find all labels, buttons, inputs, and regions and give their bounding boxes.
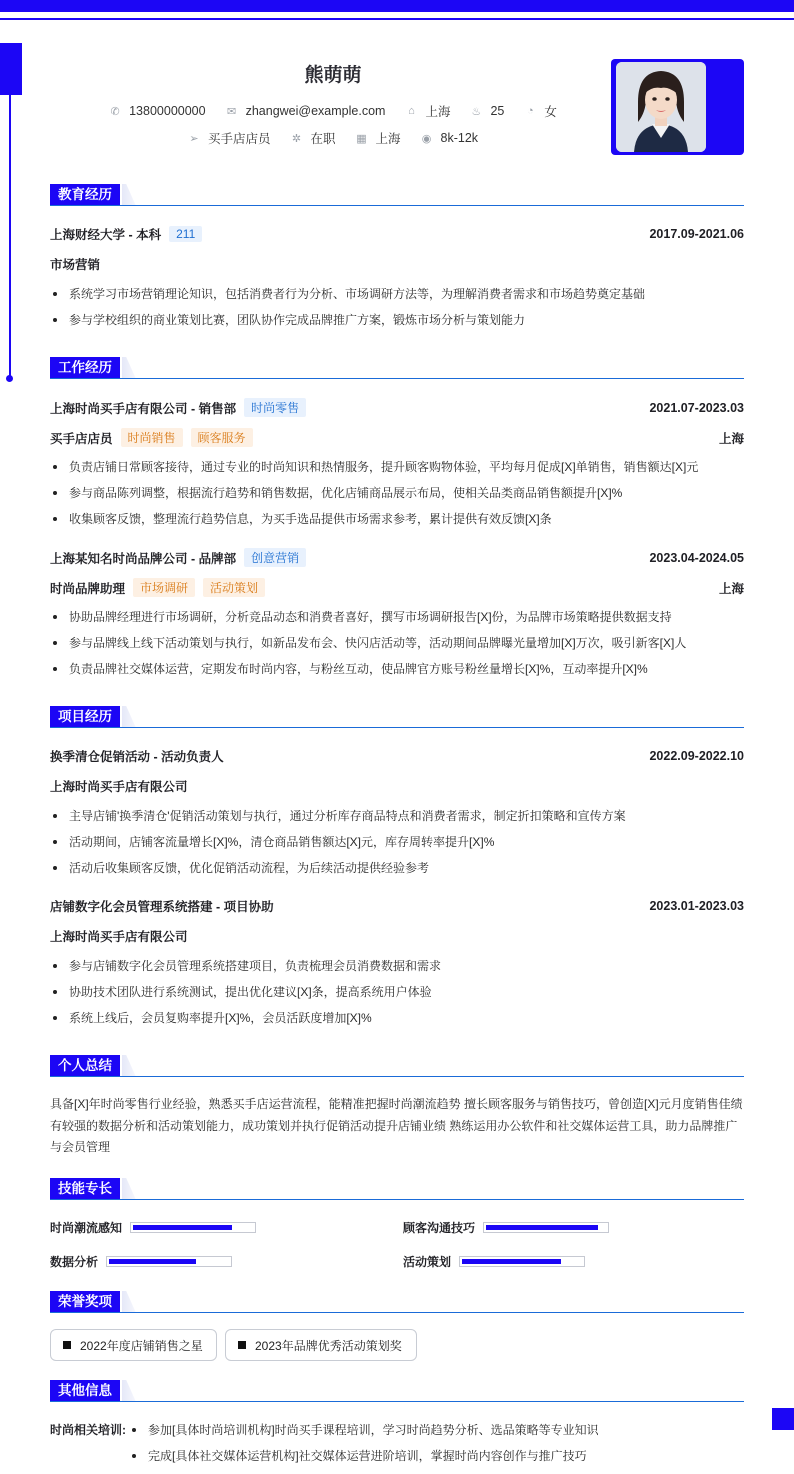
list-item: 负责店铺日常顾客接待，通过专业的时尚知识和热情服务，提升顾客购物体验，平均每月促成[X]单销售，销售额达[X]元 (50, 458, 744, 475)
skill-bar (483, 1222, 609, 1233)
skill-bar (130, 1222, 256, 1233)
skill-item: 顾客沟通技巧 (403, 1219, 609, 1236)
phone-item: ✆ 13800000000 (110, 104, 206, 118)
list-item: 参加[具体时尚培训机构]时尚买手课程培训，学习时尚趋势分析、选品策略等专业知识 (132, 1421, 599, 1438)
skill-bar (106, 1256, 232, 1267)
industry-tag: 创意营销 (244, 548, 306, 567)
work-date: 2023.04-2024.05 (649, 550, 744, 565)
section-education: 教育经历 (50, 184, 744, 206)
summary-text: 具备[X]年时尚零售行业经验，熟悉买手店运营流程，能精准把握时尚潮流趋势 擅长顾客服务与销售技巧，曾创造[X]元月度销售佳绩 有较强的数据分析和活动策划能力，成功策划并执行促销活动提升店铺业绩 熟练运用办公软件和社交媒体运营工具，助力品牌推广与会员管理 (50, 1097, 743, 1154)
work-role-row (50, 428, 744, 447)
list-item: 协助技术团队进行系统测试，提出优化建议[X]条，提高系统用户体验 (50, 983, 744, 1000)
list-item: 参与商品陈列调整，根据流行趋势和销售数据，优化店铺商品展示布局，使相关品类商品销售额提升[X]% (50, 484, 744, 501)
project-header (50, 897, 744, 915)
square-icon (238, 1341, 246, 1349)
project-org: 上海时尚买手店有限公司 (50, 780, 188, 794)
company-name: 上海某知名时尚品牌公司 - 品牌部 (50, 551, 237, 566)
education-date: 2017.09-2021.06 (649, 227, 744, 241)
project-title: 店铺数字化会员管理系统搭建 - 项目协助 (50, 900, 274, 914)
work-header (50, 398, 744, 417)
resume-name: 熊萌萌 (304, 65, 362, 86)
job-role: 时尚品牌助理 (50, 581, 126, 596)
contact-row (50, 102, 616, 120)
email-item: ✉ zhangwei@example.com (226, 104, 386, 118)
list-item: 完成[具体社交媒体运营机构]社交媒体运营进阶培训，掌握时尚内容创作与推广技巧 (132, 1447, 587, 1464)
work-city: 上海 (718, 581, 744, 596)
list-item: 活动后收集顾客反馈，优化促销活动流程，为后续活动提供经验参考 (50, 859, 744, 876)
list-item: 主导店铺'换季清仓'促销活动策划与执行，通过分析库存商品特点和消费者需求，制定折扣策略和宣传方案 (50, 807, 744, 824)
major: 市场营销 (50, 258, 101, 272)
list-item: 参与学校组织的商业策划比赛，团队协作完成品牌推广方案，锻炼市场分析与策划能力 (50, 311, 744, 328)
status-item: ✲ 在职 (291, 132, 336, 146)
skill-tag: 活动策划 (203, 578, 265, 597)
profile-photo (616, 62, 706, 152)
side-accent-block (0, 43, 22, 95)
skill-tag: 时尚销售 (121, 428, 183, 447)
mail-icon: ✉ (226, 105, 237, 118)
gear-icon: ✲ (291, 132, 302, 145)
gender-icon: ◔ (527, 105, 534, 117)
school-name: 上海财经大学 - 本科 (50, 228, 162, 242)
top-accent-bar (0, 0, 794, 12)
skill-tag: 市场调研 (133, 578, 195, 597)
salary-item: ◉ 8k-12k (421, 131, 479, 145)
education-header (50, 225, 744, 243)
building-icon: ▦ (356, 132, 367, 145)
project-header (50, 747, 744, 765)
project-org-row (50, 777, 744, 795)
job-role: 买手店店员 (50, 431, 113, 446)
project-org-row (50, 927, 744, 945)
target-city-item: ▦ 上海 (356, 132, 401, 146)
skill-bar (459, 1256, 585, 1267)
section-other: 其他信息 (50, 1380, 744, 1402)
side-accent-line (9, 95, 11, 377)
corner-accent-block (772, 1408, 794, 1430)
list-item: 系统上线后，会员复购率提升[X]%，会员活跃度增加[X]% (50, 1009, 744, 1026)
other-label: 时尚相关培训: (50, 1423, 126, 1437)
project-date: 2023.01-2023.03 (649, 899, 744, 913)
list-item: 负责品牌社交媒体运营，定期发布时尚内容，与粉丝互动，使品牌官方账号粉丝量增长[X]%，互动率提升[X]% (50, 660, 744, 677)
location-item: ⌂ 上海 (405, 102, 450, 120)
list-item: 协助品牌经理进行市场调研，分析竞品动态和消费者喜好，撰写市场调研报告[X]份，为品牌市场策略提供数据支持 (50, 608, 744, 625)
work-header (50, 548, 744, 567)
top-accent-line (0, 18, 794, 20)
section-projects: 项目经历 (50, 706, 744, 728)
industry-tag: 时尚零售 (244, 398, 306, 417)
cake-icon: ♨ (471, 105, 482, 118)
job-target-item: ➢ 买手店店员 (189, 132, 271, 146)
skill-tag: 顾客服务 (191, 428, 253, 447)
job-intent-row (50, 129, 616, 147)
section-work: 工作经历 (50, 357, 744, 379)
project-title: 换季清仓促销活动 - 活动负责人 (50, 750, 224, 764)
skill-item: 时尚潮流感知 (50, 1219, 256, 1236)
award-badge: 2022年度店铺销售之星 (50, 1329, 217, 1361)
skill-item: 活动策划 (403, 1253, 585, 1270)
project-org: 上海时尚买手店有限公司 (50, 930, 188, 944)
project-date: 2022.09-2022.10 (649, 749, 744, 763)
section-skills: 技能专长 (50, 1178, 744, 1200)
gender-item: ◔ 女 (524, 102, 557, 120)
school-tag: 211 (169, 226, 202, 242)
list-item: 参与店铺数字化会员管理系统搭建项目，负责梳理会员消费数据和需求 (50, 957, 744, 974)
work-city: 上海 (718, 431, 744, 446)
send-icon: ➢ (189, 132, 199, 145)
list-item: 活动期间，店铺客流量增长[X]%，清仓商品销售额达[X]元，库存周转率提升[X]% (50, 833, 744, 850)
square-icon (63, 1341, 71, 1349)
phone-icon: ✆ (110, 105, 120, 118)
home-icon: ⌂ (408, 105, 415, 117)
section-summary: 个人总结 (50, 1055, 744, 1077)
list-item: 收集顾客反馈，整理流行趋势信息，为买手选品提供市场需求参考，累计提供有效反馈[X]条 (50, 510, 744, 527)
section-awards: 荣誉奖项 (50, 1291, 744, 1313)
list-item: 系统学习市场营销理论知识，包括消费者行为分析、市场调研方法等，为理解消费者需求和市场趋势奠定基础 (50, 285, 744, 302)
company-name: 上海时尚买手店有限公司 - 销售部 (50, 401, 237, 416)
award-badge: 2023年品牌优秀活动策划奖 (225, 1329, 417, 1361)
coin-icon: ◉ (421, 132, 432, 145)
work-date: 2021.07-2023.03 (649, 400, 744, 415)
side-accent-dot (6, 375, 13, 382)
education-major-row (50, 255, 744, 273)
skill-item: 数据分析 (50, 1253, 232, 1270)
age-item: ♨ 25 (471, 104, 505, 118)
list-item: 参与品牌线上线下活动策划与执行，如新品发布会、快闪店活动等，活动期间品牌曝光量增加[X]万次，吸引新客[X]人 (50, 634, 744, 651)
work-role-row (50, 578, 744, 597)
